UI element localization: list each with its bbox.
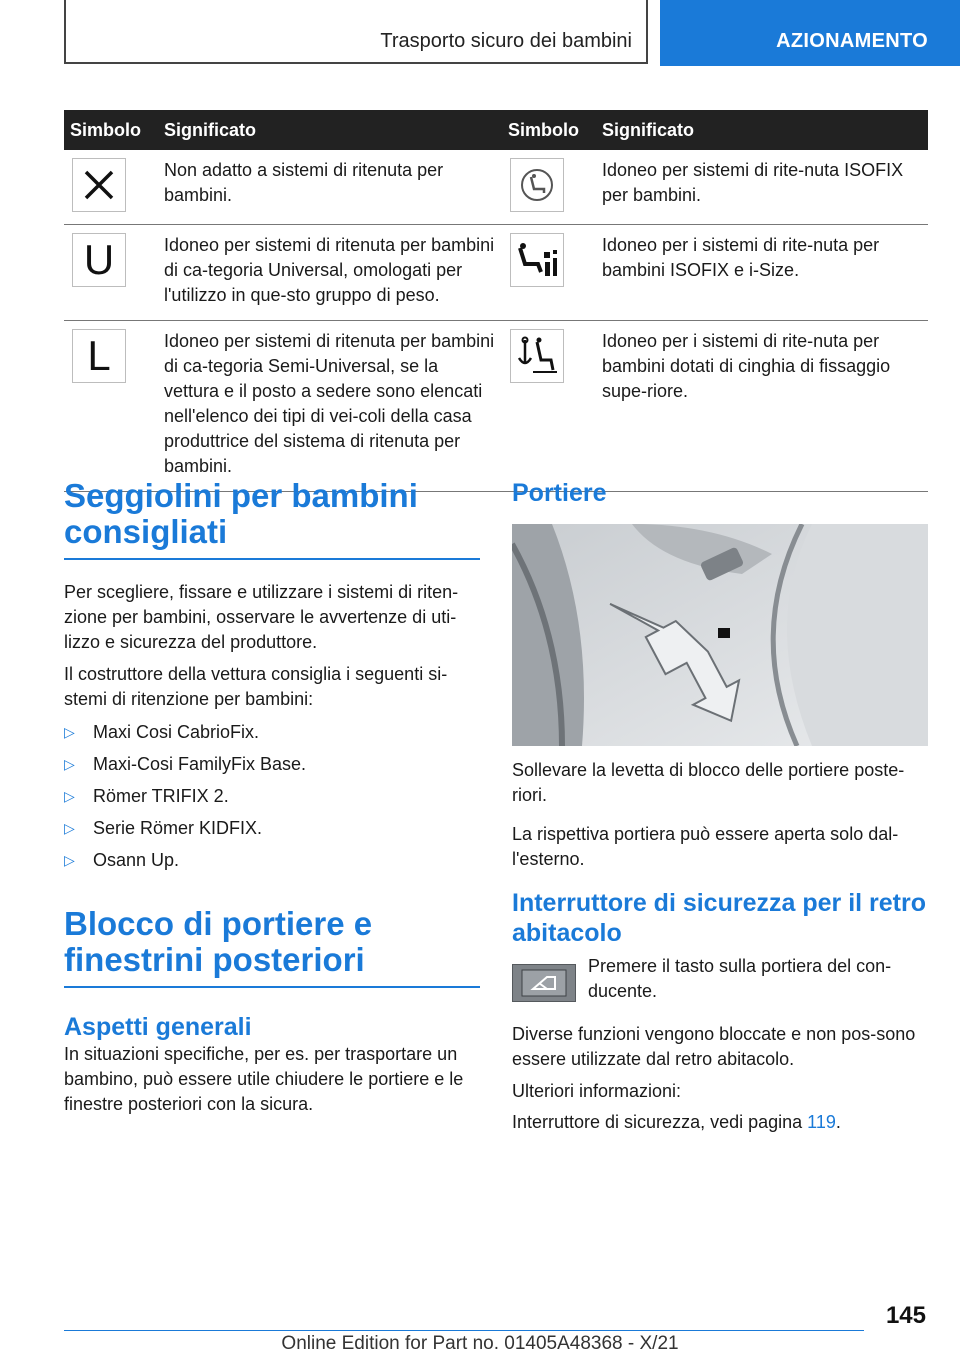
triangle-bullet-icon: ▷ xyxy=(64,820,75,836)
list-item: ▷ Maxi Cosi CabrioFix. xyxy=(64,720,480,752)
door-lock-illustration xyxy=(512,524,928,746)
door-lock-image xyxy=(512,524,928,746)
page-link[interactable]: 119 xyxy=(807,1112,836,1132)
table-cell: Idoneo per i sistemi di rite-nuta per bambini ISOFIX e i-Size. xyxy=(596,225,928,321)
left-column xyxy=(64,478,480,1117)
table-header-cell: Simbolo xyxy=(502,110,596,150)
header-section-label: AZIONAMENTO xyxy=(776,30,928,52)
safety-switch-row xyxy=(512,956,928,1016)
header-title: Trasporto sicuro dei bambini xyxy=(380,30,632,52)
table-header-cell: Simbolo xyxy=(64,110,158,150)
isofix-isize-icon xyxy=(510,233,564,287)
child-lock-button-icon xyxy=(512,964,576,1002)
paragraph: Sollevare la levetta di blocco delle portiere poste-riori. xyxy=(512,760,905,805)
list-item: ▷ Serie Römer KIDFIX. xyxy=(64,816,480,848)
triangle-bullet-icon: ▷ xyxy=(64,756,75,772)
table-row xyxy=(64,321,928,492)
table-cell: Non adatto a sistemi di ritenuta per bambini. xyxy=(158,150,502,225)
heading-doors: Portiere xyxy=(512,479,607,507)
table-cell: Idoneo per sistemi di ritenuta per bambini di ca-tegoria Semi-Universal, se la vettura e il posto a sedere sono elencati nell'elenco dei tipi di vei-coli della casa produttrice del sistema di ritenuta per bambini. xyxy=(158,321,502,492)
list-item: ▷ Osann Up. xyxy=(64,848,480,880)
paragraph: Ulteriori informazioni: xyxy=(512,1081,682,1101)
table-header-row xyxy=(64,110,928,150)
paragraph: Diverse funzioni vengono bloccate e non pos-sono essere utilizzate dal retro abitacolo. xyxy=(512,1024,916,1069)
table-cell: Idoneo per i sistemi di rite-nuta per bambini dotati di cinghia di fissaggio supe-riore. xyxy=(596,321,928,492)
header-title-box xyxy=(64,0,648,64)
footer-edition: Online Edition for Part no. 01405A48368 - X/21 xyxy=(281,1333,679,1354)
heading-recommended-seats: Seggiolini per bambini consigliati xyxy=(64,478,480,560)
right-column xyxy=(512,478,928,1135)
recommended-seat-list xyxy=(64,720,480,880)
heading-door-window-lock: Blocco di portiere e finestrini posteriori xyxy=(64,906,480,988)
table-row xyxy=(64,225,928,321)
footer-divider xyxy=(64,1330,864,1331)
triangle-bullet-icon: ▷ xyxy=(64,724,75,740)
heading-rear-safety-switch: Interruttore di sicurezza per il retro abitacolo xyxy=(512,889,926,947)
top-tether-icon xyxy=(510,329,564,383)
u-symbol: U xyxy=(72,233,126,287)
symbol-table xyxy=(64,110,928,492)
table-cell: Idoneo per sistemi di ritenuta per bambini di ca-tegoria Universal, omologati per l'utilizzo in que-sto gruppo di peso. xyxy=(158,225,502,321)
page-number: 145 xyxy=(885,1302,926,1329)
paragraph: In situazioni specifiche, per es. per trasportare un bambino, può essere utile chiudere le portiere e le finestre posteriori con la sicura. xyxy=(64,1044,464,1114)
list-item: ▷ Maxi-Cosi FamilyFix Base. xyxy=(64,752,480,784)
paragraph: Per scegliere, fissare e utilizzare i sistemi di riten-zione per bambini, osservare le avvertenze di uti-lizzo e sicurezza del produttore. xyxy=(64,582,459,652)
triangle-bullet-icon: ▷ xyxy=(64,788,75,804)
table-row xyxy=(64,150,928,225)
subheading-general: Aspetti generali xyxy=(64,1013,252,1041)
paragraph: Premere il tasto sulla portiera del con-ducente. xyxy=(588,956,892,1001)
paragraph: La rispettiva portiera può essere aperta solo dal-l'esterno. xyxy=(512,824,899,869)
table-cell: Idoneo per sistemi di rite-nuta ISOFIX per bambini. xyxy=(596,150,928,225)
table-header-cell: Significato xyxy=(158,110,502,150)
table-header-cell: Significato xyxy=(596,110,928,150)
l-symbol: L xyxy=(72,329,126,383)
header-section-tab xyxy=(660,0,960,66)
isofix-seat-icon xyxy=(510,158,564,212)
list-item: ▷ Römer TRIFIX 2. xyxy=(64,784,480,816)
triangle-bullet-icon: ▷ xyxy=(64,852,75,868)
paragraph-cross-reference: Interruttore di sicurezza, vedi pagina 119. xyxy=(512,1112,841,1132)
x-icon xyxy=(72,158,126,212)
paragraph: Il costruttore della vettura consiglia i seguenti si-stemi di ritenzione per bambini: xyxy=(64,664,448,709)
